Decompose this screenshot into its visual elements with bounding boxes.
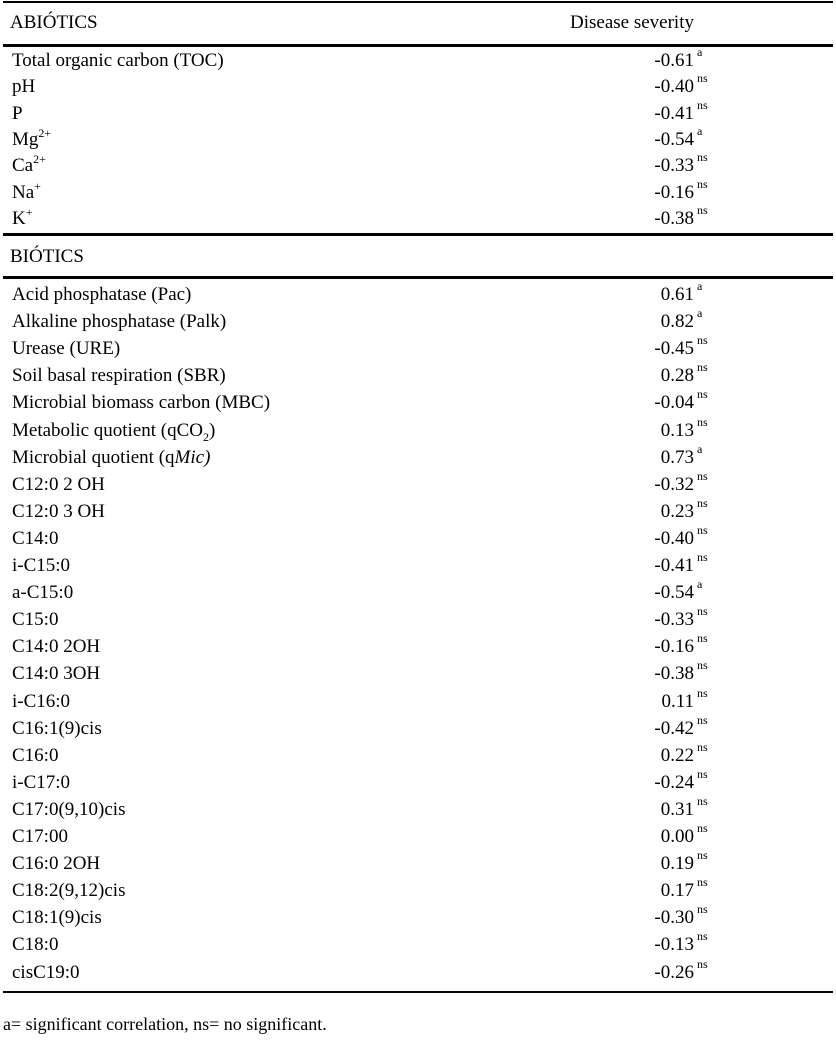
row-label-base: K	[12, 207, 26, 229]
correlation-value: -0.38	[654, 207, 694, 229]
correlation-value: 0.13	[660, 419, 694, 441]
table-bottom-rule	[3, 991, 833, 993]
significance-marker: ns	[697, 658, 708, 673]
correlation-value: -0.24	[654, 771, 694, 793]
row-label-superscript: 2+	[33, 152, 46, 167]
correlation-value: 0.61	[660, 284, 694, 305]
row-label: C17:00	[12, 826, 68, 847]
correlation-value: -0.30	[654, 907, 694, 929]
table-row	[0, 631, 836, 660]
significance-marker: ns	[697, 202, 708, 217]
correlation-value: 0.00	[660, 826, 694, 847]
row-label: C18:1(9)cis	[12, 907, 102, 929]
row-label	[12, 178, 41, 205]
row-label: C12:0 3 OH	[12, 500, 105, 522]
significance-marker: ns	[697, 631, 708, 646]
row-label: C14:0 2OH	[12, 636, 101, 658]
table-row	[0, 45, 836, 74]
row-label	[12, 447, 210, 469]
row-label: Total organic carbon (TOC)	[12, 50, 224, 71]
row-label: P	[12, 102, 23, 124]
correlation-value: 0.19	[660, 853, 694, 875]
correlation-value: 0.73	[660, 446, 694, 468]
correlation-value: 0.22	[660, 744, 694, 766]
row-label: i-C17:0	[12, 771, 71, 793]
row-label: C17:0(9,10)cis	[12, 798, 126, 820]
table-row	[0, 739, 836, 769]
row-label: C14:0 3OH	[12, 663, 101, 685]
table-row	[0, 97, 836, 127]
table-row	[0, 414, 836, 444]
significance-marker: ns	[697, 522, 708, 537]
significance-marker: ns	[697, 360, 708, 375]
table-footnote: a= significant correlation, ns= no significant.	[3, 1014, 327, 1034]
correlation-value: -0.32	[654, 473, 694, 495]
table-row	[0, 333, 836, 362]
significance-marker: ns	[697, 929, 708, 944]
table-row	[0, 658, 836, 687]
table-row	[0, 685, 836, 715]
correlation-value: 0.17	[660, 880, 694, 902]
correlation-value: 0.31	[660, 798, 694, 820]
table-row	[0, 441, 836, 471]
row-label: C18:0	[12, 934, 59, 956]
significance-marker: ns	[697, 739, 708, 754]
table-row	[0, 793, 836, 823]
row-label: Alkaline phosphatase (Palk)	[12, 311, 227, 333]
significance-marker: ns	[697, 333, 708, 348]
correlation-value: -0.16	[654, 636, 694, 658]
row-label-base: Na	[12, 181, 35, 203]
row-label-suffix: )	[209, 419, 216, 441]
row-label: C14:0	[12, 527, 59, 549]
table-row	[0, 875, 836, 904]
biotics-section-label: BIÓTICS	[10, 246, 84, 267]
significance-marker: ns	[697, 387, 708, 402]
correlation-value: -0.41	[654, 555, 694, 576]
correlation-value: 0.11	[661, 690, 694, 712]
correlation-value: -0.38	[654, 663, 694, 685]
significance-marker: ns	[697, 848, 708, 863]
table-row	[0, 766, 836, 796]
row-label: i-C16:0	[12, 690, 71, 712]
table-row	[0, 550, 836, 579]
significance-marker: ns	[697, 902, 708, 917]
correlation-value: 0.28	[660, 365, 694, 387]
row-label: pH	[12, 76, 36, 98]
table-row	[0, 202, 836, 232]
row-label-subscript: 2	[203, 429, 210, 444]
header-rule	[3, 44, 833, 47]
correlation-value: -0.41	[654, 102, 694, 124]
table-row	[0, 495, 836, 525]
row-label: Soil basal respiration (SBR)	[12, 365, 226, 387]
correlation-value: -0.40	[654, 527, 694, 549]
correlation-value: -0.26	[654, 961, 694, 983]
correlation-value: -0.54	[654, 582, 694, 604]
significance-marker: ns	[697, 685, 708, 700]
significance-marker: ns	[697, 495, 708, 510]
significance-marker: a	[697, 306, 703, 321]
table-row	[0, 123, 836, 153]
correlation-value: -0.13	[654, 934, 694, 956]
table-row	[0, 150, 836, 179]
table-row	[0, 848, 836, 877]
row-label: C15:0	[12, 609, 59, 631]
table-row	[0, 902, 836, 931]
row-label-italic: Mic)	[174, 446, 211, 468]
row-label: a-C15:0	[12, 582, 74, 604]
abiotics-header: ABIÓTICS	[10, 12, 98, 33]
table-row	[0, 821, 836, 850]
table-row	[0, 522, 836, 552]
row-label	[12, 125, 52, 152]
significance-marker: ns	[697, 712, 708, 727]
correlation-value: -0.16	[654, 181, 694, 203]
significance-marker: ns	[697, 956, 708, 971]
correlation-value: -0.33	[654, 609, 694, 631]
row-label: Microbial biomass carbon (MBC)	[12, 392, 271, 414]
correlation-value: -0.04	[654, 392, 694, 414]
significance-marker: ns	[697, 468, 708, 483]
row-label-superscript: +	[34, 178, 41, 193]
row-label: Acid phosphatase (Pac)	[12, 284, 192, 305]
row-label: C16:1(9)cis	[12, 717, 102, 739]
table-row	[0, 604, 836, 633]
row-label: C18:2(9,12)cis	[12, 880, 126, 902]
correlation-value: -0.42	[654, 717, 694, 739]
significance-marker: a	[697, 123, 703, 138]
table-row	[0, 279, 836, 308]
correlation-value: -0.54	[654, 128, 694, 150]
row-label: C16:0 2OH	[12, 853, 101, 875]
row-label	[12, 152, 46, 178]
row-label-base: Microbial quotient (q	[12, 446, 175, 468]
row-label	[12, 420, 215, 443]
correlation-value: -0.45	[654, 338, 694, 360]
table-row	[0, 929, 836, 958]
significance-marker: ns	[697, 176, 708, 191]
table-row	[0, 360, 836, 389]
table-top-rule	[3, 1, 833, 3]
significance-marker: ns	[697, 150, 708, 165]
biotics-rule	[3, 276, 833, 279]
correlation-value: -0.33	[654, 155, 694, 177]
significance-marker: a	[697, 45, 703, 59]
significance-marker: ns	[697, 821, 708, 835]
row-label-base: Mg	[12, 128, 39, 150]
section-rule	[3, 233, 833, 236]
table-row	[0, 387, 836, 416]
table-row	[0, 956, 836, 986]
row-label: cisC19:0	[12, 961, 80, 983]
significance-marker: a	[697, 577, 703, 592]
row-label: C16:0	[12, 744, 59, 766]
row-label-superscript: 2+	[38, 125, 52, 140]
significance-marker: a	[697, 441, 703, 456]
significance-marker: ns	[697, 414, 708, 429]
significance-marker: ns	[697, 875, 708, 890]
significance-marker: ns	[697, 550, 708, 564]
correlation-value: -0.40	[654, 76, 694, 98]
correlation-value: 0.23	[660, 500, 694, 522]
row-label: i-C15:0	[12, 555, 71, 576]
significance-marker: ns	[697, 766, 708, 781]
row-label-base: Ca	[12, 155, 34, 177]
row-label	[12, 204, 33, 231]
table-row	[0, 176, 836, 206]
significance-marker: ns	[697, 97, 708, 112]
table-row	[0, 577, 836, 606]
row-label-superscript: +	[25, 204, 33, 219]
correlation-value: 0.82	[660, 311, 694, 333]
significance-marker: ns	[697, 793, 708, 808]
table-row	[0, 468, 836, 498]
significance-marker: ns	[697, 71, 708, 86]
correlation-value: -0.61	[654, 50, 694, 71]
row-label-base: Metabolic quotient (qCO	[12, 419, 204, 441]
row-label: C12:0 2 OH	[12, 473, 105, 495]
row-label: Urease (URE)	[12, 338, 121, 360]
disease-severity-header: Disease severity	[570, 12, 694, 33]
table-row	[0, 306, 836, 335]
significance-marker: ns	[697, 604, 708, 619]
table-row	[0, 71, 836, 100]
significance-marker: a	[697, 279, 703, 293]
table-row	[0, 712, 836, 742]
